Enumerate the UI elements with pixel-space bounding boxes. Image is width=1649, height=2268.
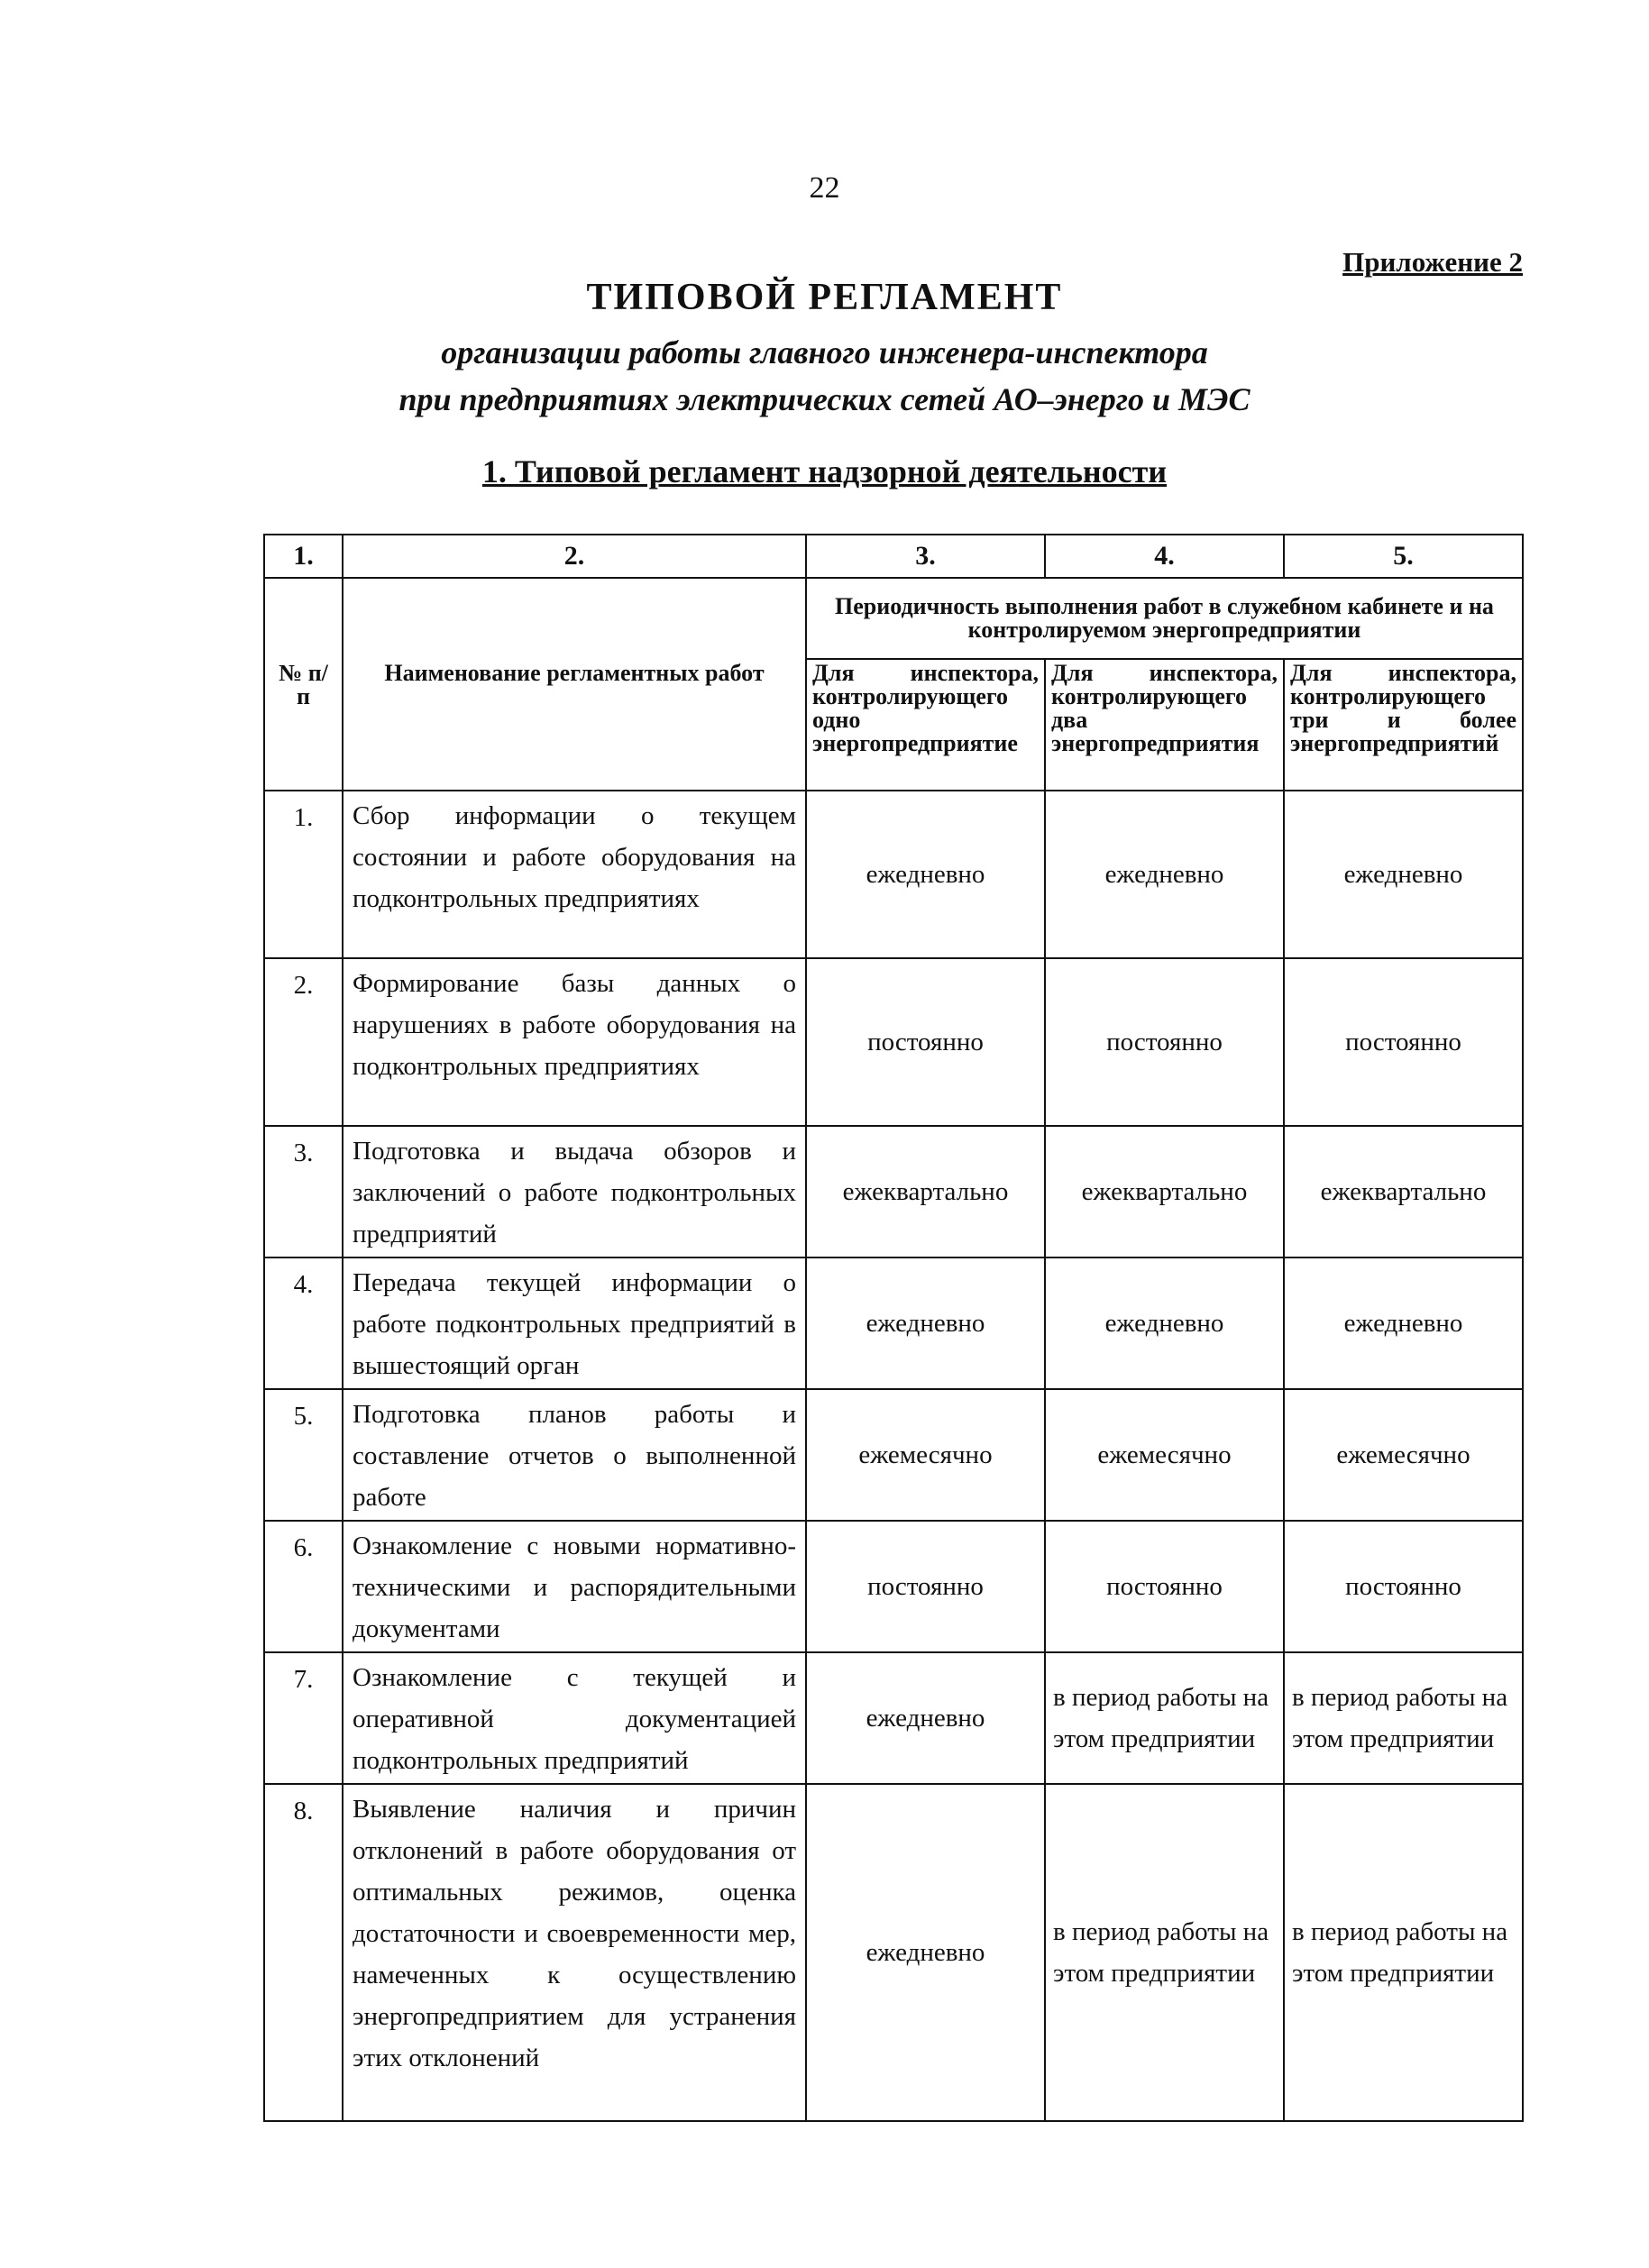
sub-header-one-enterprise: Для инспектора, контролирующего одно энергопредприятие <box>806 659 1045 791</box>
header-task-name: Наименование регламентных работ <box>343 578 806 791</box>
table-row <box>264 1784 1523 2121</box>
table-row <box>264 1389 1523 1521</box>
header-number: № п/п <box>264 578 343 791</box>
frequency-three: в период работы на этом предприятии <box>1284 1652 1523 1784</box>
table-row <box>264 791 1523 958</box>
frequency-two: постоянно <box>1045 958 1284 1126</box>
frequency-one: ежедневно <box>806 1257 1045 1389</box>
page-number: 22 <box>809 171 840 205</box>
document-title: ТИПОВОЙ РЕГЛАМЕНТ <box>586 277 1063 318</box>
frequency-two: в период работы на этом предприятии <box>1045 1784 1284 2121</box>
table-row <box>264 958 1523 1126</box>
table-row <box>264 1652 1523 1784</box>
task-name: Передача текущей информации о работе подконтрольных предприятий в вышестоящий орган <box>343 1257 806 1389</box>
frequency-two: в период работы на этом предприятии <box>1045 1652 1284 1784</box>
frequency-two: ежедневно <box>1045 1257 1284 1389</box>
frequency-three: постоянно <box>1284 958 1523 1126</box>
sub-header-two-enterprises: Для инспектора, контролирующего два энергопредприятия <box>1045 659 1284 791</box>
table-row <box>264 1257 1523 1389</box>
row-number: 7. <box>264 1652 343 1784</box>
frequency-one: ежемесячно <box>806 1389 1045 1521</box>
frequency-one: постоянно <box>806 1521 1045 1652</box>
task-name: Формирование базы данных о нарушениях в работе оборудования на подконтрольных предприятиях <box>343 958 806 1126</box>
task-name: Выявление наличия и причин отклонений в работе оборудования от оптимальных режимов, оценка достаточности и своевременности мер, намеченных к осуществлению энергопредприятием для устранения этих отклонений <box>343 1784 806 2121</box>
task-name: Ознакомление с новыми нормативно-техническими и распорядительными документами <box>343 1521 806 1652</box>
column-number: 5. <box>1284 535 1523 578</box>
task-name: Сбор информации о текущем состоянии и работе оборудования на подконтрольных предприятиях <box>343 791 806 958</box>
column-number-row <box>264 535 1523 578</box>
table-row <box>264 1521 1523 1652</box>
frequency-one: ежедневно <box>806 1784 1045 2121</box>
row-number: 8. <box>264 1784 343 2121</box>
frequency-two: ежеквартально <box>1045 1126 1284 1257</box>
task-name: Подготовка планов работы и составление отчетов о выполненной работе <box>343 1389 806 1521</box>
row-number: 4. <box>264 1257 343 1389</box>
frequency-three: ежеквартально <box>1284 1126 1523 1257</box>
table-row <box>264 1126 1523 1257</box>
subtitle-line-2: при предприятиях электрических сетей АО–энерго и МЭС <box>399 381 1250 417</box>
frequency-one: ежеквартально <box>806 1126 1045 1257</box>
frequency-one: ежедневно <box>806 791 1045 958</box>
frequency-two: ежемесячно <box>1045 1389 1284 1521</box>
row-number: 1. <box>264 791 343 958</box>
row-number: 5. <box>264 1389 343 1521</box>
frequency-two: ежедневно <box>1045 791 1284 958</box>
regulation-table <box>263 534 1524 2122</box>
column-number: 1. <box>264 535 343 578</box>
document-subtitle <box>0 329 1649 423</box>
frequency-two: постоянно <box>1045 1521 1284 1652</box>
frequency-one: ежедневно <box>806 1652 1045 1784</box>
row-number: 2. <box>264 958 343 1126</box>
frequency-three: ежемесячно <box>1284 1389 1523 1521</box>
row-number: 6. <box>264 1521 343 1652</box>
section-title: 1. Типовой регламент надзорной деятельности <box>481 453 1168 489</box>
frequency-three: ежедневно <box>1284 1257 1523 1389</box>
task-name: Ознакомление с текущей и оперативной документацией подконтрольных предприятий <box>343 1652 806 1784</box>
column-number: 2. <box>343 535 806 578</box>
column-number: 4. <box>1045 535 1284 578</box>
row-number: 3. <box>264 1126 343 1257</box>
header-row <box>264 578 1523 659</box>
frequency-three: в период работы на этом предприятии <box>1284 1784 1523 2121</box>
column-number: 3. <box>806 535 1045 578</box>
frequency-three: постоянно <box>1284 1521 1523 1652</box>
frequency-three: ежедневно <box>1284 791 1523 958</box>
appendix-label: Приложение 2 <box>1342 246 1523 278</box>
frequency-one: постоянно <box>806 958 1045 1126</box>
sub-header-three-plus-enterprises: Для инспектора, контролирующего три и более энергопредприятий <box>1284 659 1523 791</box>
subtitle-line-1: организации работы главного инженера-инспектора <box>441 334 1208 370</box>
header-periodicity: Периодичность выполнения работ в служебном кабинете и на контролируемом энергопредприятии <box>806 578 1523 659</box>
task-name: Подготовка и выдача обзоров и заключений о работе подконтрольных предприятий <box>343 1126 806 1257</box>
